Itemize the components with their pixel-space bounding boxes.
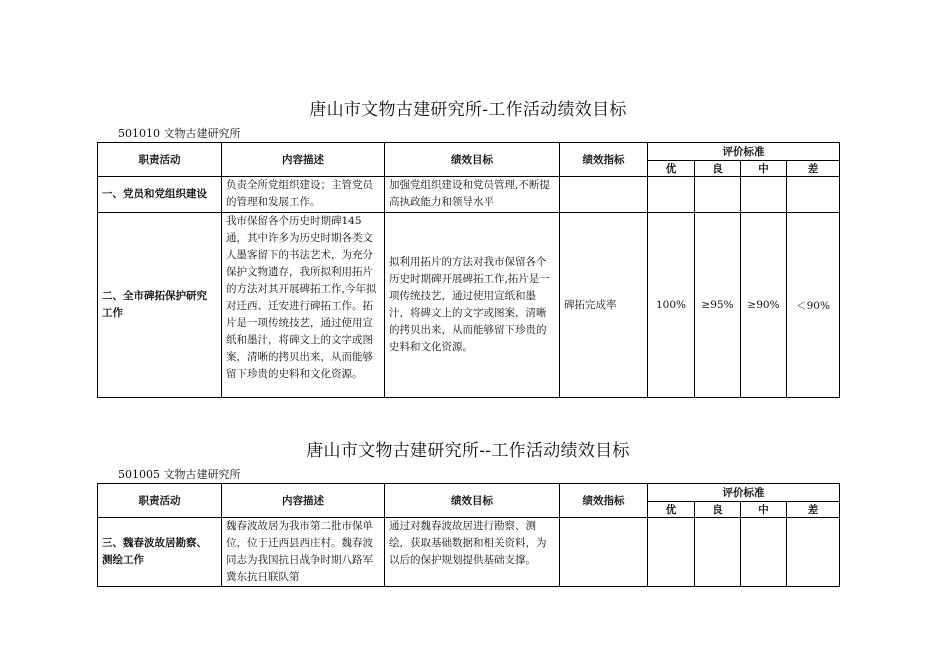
row-poor [787, 518, 840, 587]
header-medium: 中 [741, 502, 787, 518]
header-standard: 评价标准 [648, 484, 840, 502]
header-indicator: 绩效指标 [560, 484, 648, 518]
row-good: ≥95% [695, 213, 741, 398]
row-activity: 二、全市碑拓保护研究工作 [98, 213, 222, 398]
header-medium: 中 [741, 161, 787, 177]
header-excellent: 优 [648, 502, 695, 518]
header-poor: 差 [787, 502, 840, 518]
row-excellent: 100% [648, 213, 695, 398]
header-good: 良 [695, 161, 741, 177]
row-goal: 拟利用拓片的方法对我市保留各个历史时期碑开展碑拓工作,拓片是一项传统技艺，通过使用宣纸和墨汁，将碑文上的文字或图案，清晰的拷贝出来，从而能够留下珍贵的史料和文化资源。 [385, 213, 560, 398]
row-activity: 三、魏春波故居勘察、测绘工作 [98, 518, 222, 587]
row-poor: ＜90% [787, 213, 840, 398]
header-goal: 绩效目标 [385, 143, 560, 177]
row-medium: ≥90% [741, 213, 787, 398]
header-description: 内容描述 [222, 143, 385, 177]
performance-table-1 [97, 142, 840, 398]
row-excellent [648, 518, 695, 587]
page-title-2: 唐山市文物古建研究所--工作活动绩效目标 [306, 441, 630, 461]
row-activity: 一、党员和党组织建设 [98, 177, 222, 213]
header-goal: 绩效目标 [385, 484, 560, 518]
unit-label-2: 501005 文物古建研究所 [118, 468, 241, 481]
row-indicator: 碑拓完成率 [560, 213, 648, 398]
row-indicator [560, 518, 648, 587]
row-description: 我市保留各个历史时期碑145通，其中许多为历史时期各类文人墨客留下的书法艺术，为充分保护文物遗存，我所拟利用拓片的方法对其开展碑拓工作,今年拟对迁西、迁安进行碑拓工作。拓片是一项传统技艺，通过使用宣纸和墨汁，将碑文上的文字或图案，清晰的拷贝出来，从而能够留下珍贵的史料和文化资源。 [222, 213, 385, 398]
unit-label-1: 501010 文物古建研究所 [118, 127, 241, 140]
row-medium [741, 177, 787, 213]
header-description: 内容描述 [222, 484, 385, 518]
table-row [98, 518, 840, 587]
row-good [695, 518, 741, 587]
header-activity: 职责活动 [98, 484, 222, 518]
header-good: 良 [695, 502, 741, 518]
row-indicator [560, 177, 648, 213]
row-goal: 加强党组织建设和党员管理,不断提高执政能力和领导水平 [385, 177, 560, 213]
row-medium [741, 518, 787, 587]
row-good [695, 177, 741, 213]
page-title-1: 唐山市文物古建研究所-工作活动绩效目标 [309, 100, 627, 120]
row-poor [787, 177, 840, 213]
row-description: 负责全所党组织建设；主管党员的管理和发展工作。 [222, 177, 385, 213]
header-standard: 评价标准 [648, 143, 840, 161]
header-activity: 职责活动 [98, 143, 222, 177]
header-excellent: 优 [648, 161, 695, 177]
row-description: 魏春波故居为我市第二批市保单位，位于迁西县西庄村。魏春波同志为我国抗日战争时期八路军冀东抗日联队第 [222, 518, 385, 587]
row-goal: 通过对魏春波故居进行勘察、测绘，获取基础数据和相关资料，为以后的保护规划提供基础支撑。 [385, 518, 560, 587]
table-row [98, 177, 840, 213]
header-indicator: 绩效指标 [560, 143, 648, 177]
performance-table-2 [97, 483, 840, 587]
header-poor: 差 [787, 161, 840, 177]
table-row [98, 213, 840, 398]
row-excellent [648, 177, 695, 213]
